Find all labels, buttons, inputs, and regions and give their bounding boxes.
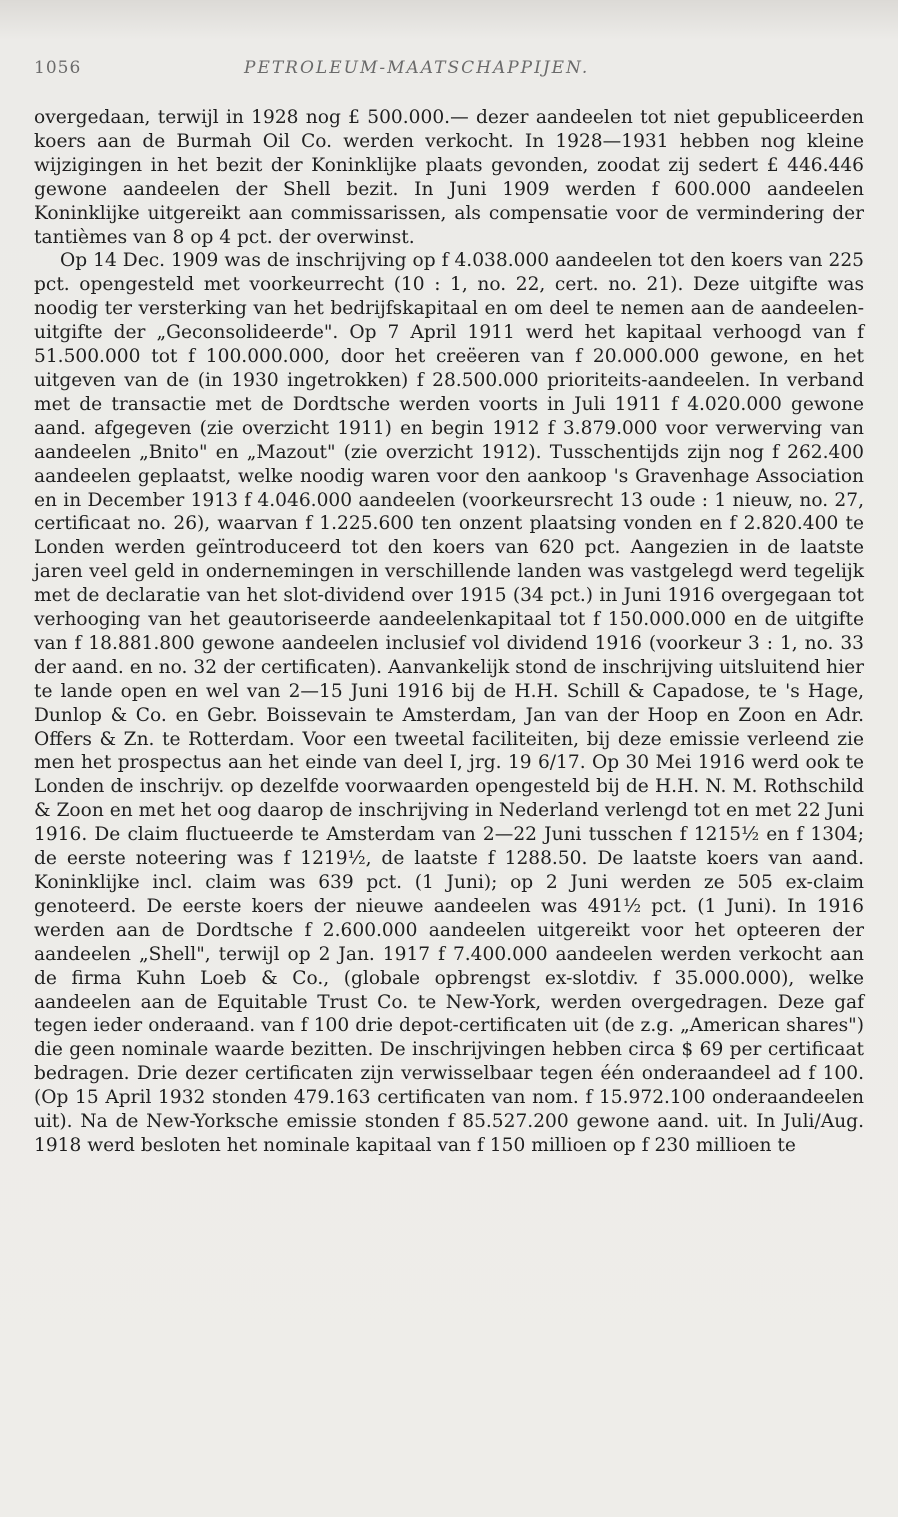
page-header (34, 58, 864, 88)
running-title: PETROLEUM-MAATSCHAPPIJEN. (244, 58, 590, 78)
body-text (34, 106, 864, 1158)
paragraph-2: Op 14 Dec. 1909 was de inschrijving op f 4.038.000 aandeelen tot den koers van 225 pct. opengesteld met voorkeurrecht (10 : 1, no. 22, cert. no. 21). Deze uitgifte was noodig ter versterking van het bedrijfskapitaal en om deel te nemen aan de aandeelen-uitgifte der „Geconsolideerde". Op 7 April 1911 werd het kapitaal verhoogd van f 51.500.000 tot f 100.000.000, door het creëeren van f 20.000.000 gewone, en het uitgeven van de (in 1930 ingetrokken) f 28.500.000 prioriteits-aandeelen. In verband met de transactie met de Dordtsche werden voorts in Juli 1911 f 4.020.000 gewone aand. afgegeven (zie overzicht 1911) en begin 1912 f 3.879.000 voor verwerving van aandeelen „Bnito" en „Mazout" (zie overzicht 1912). Tusschentijds zijn nog f 262.400 aandeelen geplaatst, welke noodig waren voor den aankoop 's Gravenhage Association en in December 1913 f 4.046.000 aandeelen (voorkeursrecht 13 oude : 1 nieuw, no. 27, certificaat no. 26), waarvan f 1.225.600 ten onzent plaatsing vonden en f 2.820.400 te Londen werden geïntroduceerd tot den koers van 620 pct. Aangezien in de laatste jaren veel geld in ondernemingen in verschillende landen was vastgelegd werd tegelijk met de declaratie van het slot-dividend over 1915 (34 pct.) in Juni 1916 overgegaan tot verhooging van het geautoriseerde aandeelenkapitaal tot f 150.000.000 en de uitgifte van f 18.881.800 gewone aandeelen inclusief vol dividend 1916 (voorkeur 3 : 1, no. 33 der aand. en no. 32 der certificaten). Aanvankelijk stond de inschrijving uitsluitend hier te lande open en wel van 2—15 Juni 1916 bij de H.H. Schill & Capadose, te 's Hage, Dunlop & Co. en Gebr. Boissevain te Amsterdam, Jan van der Hoop en Zoon en Adr. Offers & Zn. te Rotterdam. Voor een tweetal faciliteiten, bij deze emissie verleend zie men het prospectus aan het einde van deel I, jrg. 19 6/17. Op 30 Mei 1916 werd ook te Londen de inschrijv. op dezelfde voorwaarden opengesteld bij de H.H. N. M. Rothschild & Zoon en met het oog daarop de inschrijving in Nederland verlengd tot en met 22 Juni 1916. De claim fluctueerde te Amsterdam van 2—22 Juni tusschen f 1215½ en f 1304; de eerste noteering was f 1219½, de laatste f 1288.50. De laatste koers van aand. Koninklijke incl. claim was 639 pct. (1 Juni); op 2 Juni werden ze 505 ex-claim genoteerd. De eerste koers der nieuwe aandeelen was 491½ pct. (1 Juni). In 1916 werden aan de Dordtsche f 2.600.000 aandeelen uitgereikt voor het opteeren der aandeelen „Shell", terwijl op 2 Jan. 1917 f 7.400.000 aandeelen werden verkocht aan de firma Kuhn Loeb & Co., (globale opbrengst ex-slotdiv. f 35.000.000), welke aandeelen aan de Equitable Trust Co. te New-York, werden overgedragen. Deze gaf tegen ieder onderaand. van f 100 drie depot-certificaten uit (de z.g. „American shares") die geen nominale waarde bezitten. De inschrijvingen hebben circa $ 69 per certificaat bedragen. Drie dezer certificaten zijn verwisselbaar tegen één onderaandeel ad f 100. (Op 15 April 1932 stonden 479.163 certificaten van nom. f 15.972.100 onderaandeelen uit). Na de New-Yorksche emissie stonden f 85.527.200 gewone aand. uit. In Juli/Aug. 1918 werd besloten het nominale kapitaal van f 150 millioen op f 230 millioen te (34, 250, 864, 1156)
page-number: 1056 (34, 58, 82, 78)
paragraph-1: overgedaan, terwijl in 1928 nog £ 500.000.— dezer aandeelen tot niet gepubliceerden koers aan de Burmah Oil Co. werden verkocht. In 1928—1931 hebben nog kleine wijzigingen in het bezit der Koninklijke plaats gevonden, zoodat zij sedert £ 446.446 gewone aandeelen der Shell bezit. In Juni 1909 werden f 600.000 aandeelen Koninklijke uitgereikt aan commissarissen, als compensatie voor de vermindering der tantièmes van 8 op 4 pct. der overwinst. (34, 107, 864, 248)
